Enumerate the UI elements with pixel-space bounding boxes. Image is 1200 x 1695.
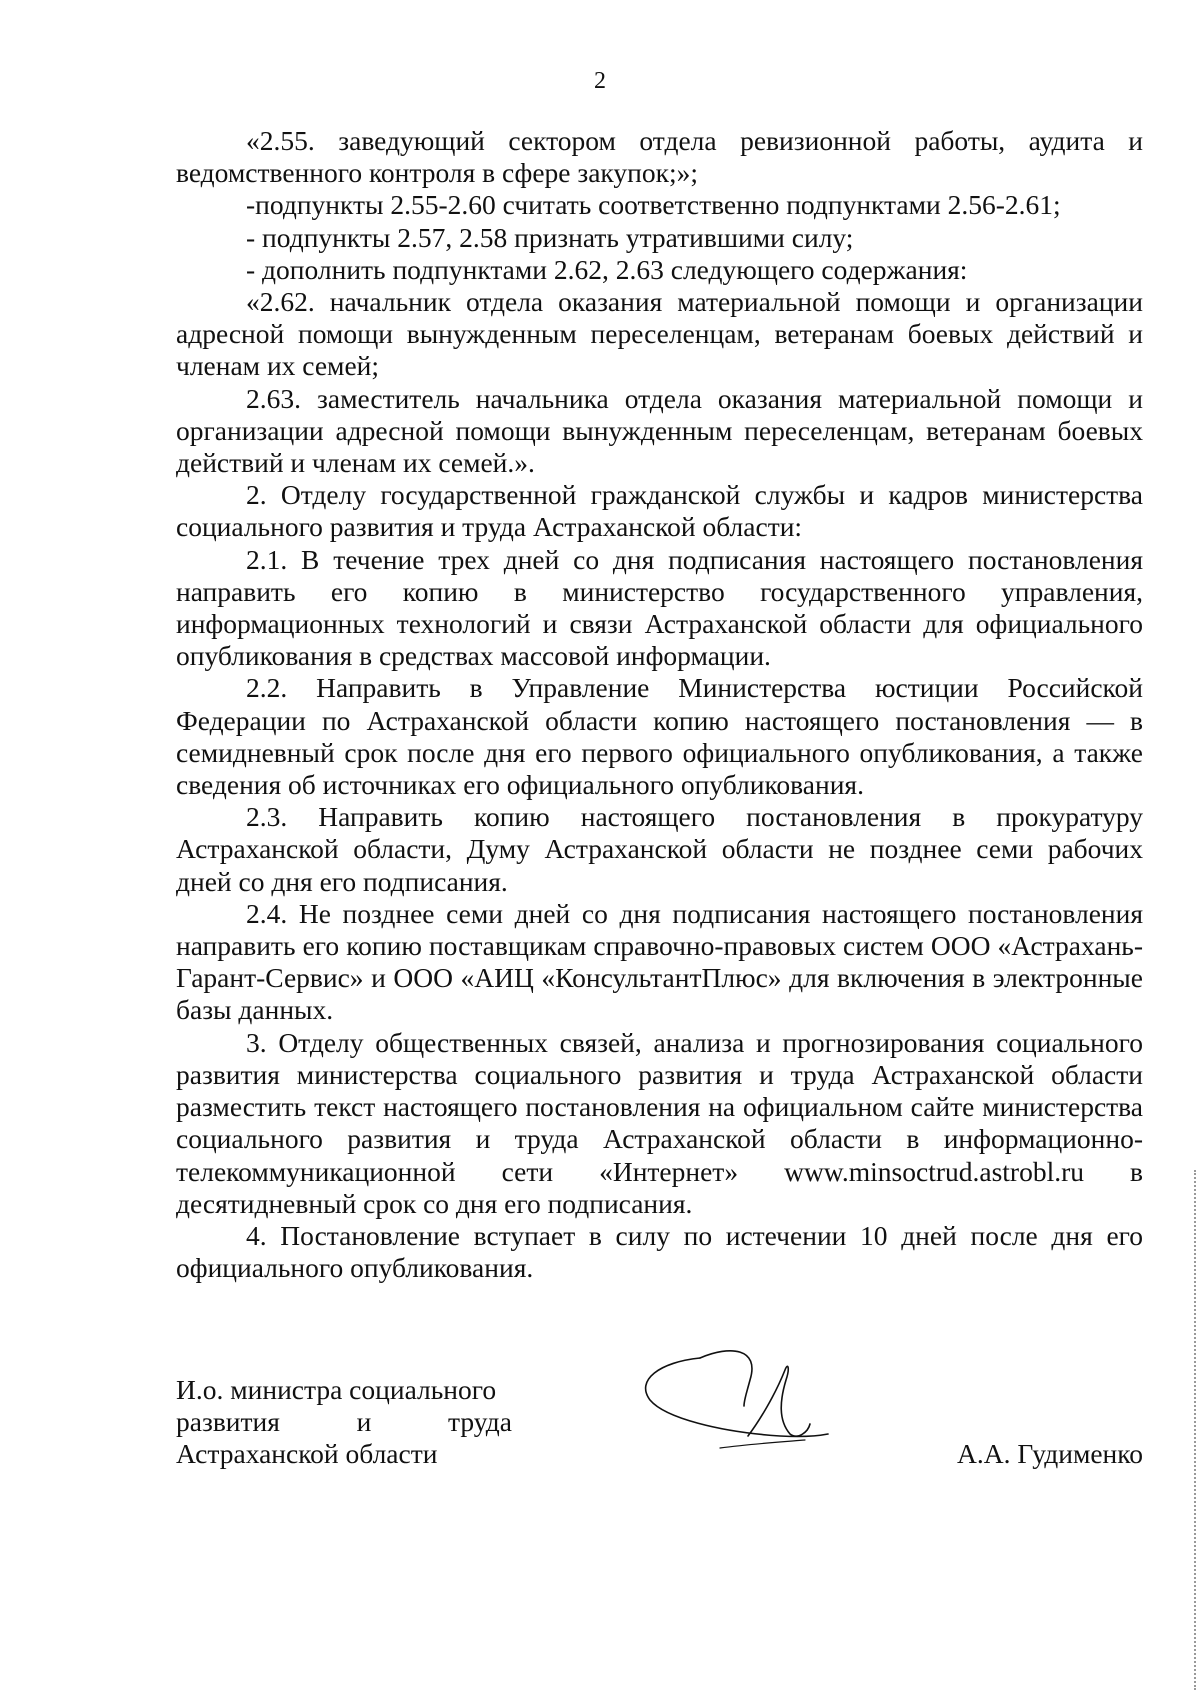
paragraph-item-2-2: 2.2. Направить в Управление Министерства юстиции Российской Федерации по Астраханской области копию настоящего постановления — в семидневный срок после дня его первого официального опубликования, а также сведения об источниках его официального опубликования. xyxy=(176,672,1143,801)
paragraph-supplement: - дополнить подпунктами 2.62, 2.63 следующего содержания: xyxy=(246,253,968,285)
page-number: 2 xyxy=(594,68,606,94)
paragraph-2-62: «2.62. начальник отдела оказания материальной помощи и организации адресной помощи вынужденным переселенцам, ветеранам боевых действий и членам их семей; xyxy=(176,286,1143,382)
paragraph-item-2-3: 2.3. Направить копию настоящего постановления в прокуратуру Астраханской области, Думу Астраханской области не позднее семи рабочих дней со дня его подписания. xyxy=(176,801,1143,897)
signer-position-line-2: развития и труда xyxy=(176,1406,512,1437)
handwritten-signature xyxy=(640,1340,860,1470)
paragraph-item-2: 2. Отделу государственной гражданской службы и кадров министерства социального развития и труда Астраханской области: xyxy=(176,479,1143,543)
paragraph-item-2-4: 2.4. Не позднее семи дней со дня подписания настоящего постановления направить его копию поставщикам справочно-правовых систем ООО «Астрахань-Гарант-Сервис» и ООО «АИЦ «КонсультантПлюс» для включения в электронные базы данных. xyxy=(176,897,1143,1026)
paragraph-renumber: -подпункты 2.55-2.60 считать соответственно подпунктами 2.56-2.61; xyxy=(246,189,1061,221)
signer-name: А.А. Гудименко xyxy=(957,1438,1143,1469)
paragraph-item-2-1: 2.1. В течение трех дней со дня подписания настоящего постановления направить его копию в министерство государственного управления, информационных технологий и связи Астраханской области для официального опубликования в средствах массовой информации. xyxy=(176,543,1143,672)
paragraph-2-55: «2.55. заведующий сектором отдела ревизионной работы, аудита и ведомственного контроля в сфере закупок;»; xyxy=(176,125,1143,189)
signer-position xyxy=(176,1374,512,1470)
paragraph-2-63: 2.63. заместитель начальника отдела оказания материальной помощи и организации адресной помощи вынужденным переселенцам, ветеранам боевых действий и членам их семей.». xyxy=(176,382,1143,479)
document-body xyxy=(176,125,1143,1284)
paragraph-item-4: 4. Постановление вступает в силу по истечении 10 дней после дня его официального опубликования. xyxy=(176,1219,1143,1284)
paragraph-item-3: 3. Отделу общественных связей, анализа и прогнозирования социального развития министерства социального развития и труда Астраханской области разместить текст настоящего постановления на официальном сайте министерства социального развития и труда Астраханской области в информационно-телекоммуникационной сети «Интернет» www.minsoctrud.astrobl.ru в десятидневный срок со дня его подписания. xyxy=(176,1026,1143,1219)
scan-edge-mark xyxy=(1192,1170,1196,1690)
paragraph-invalidate: - подпункты 2.57, 2.58 признать утратившими силу; xyxy=(246,221,854,253)
signer-position-line-1: И.о. министра социального xyxy=(176,1374,497,1405)
signer-position-line-3: Астраханской области xyxy=(176,1438,438,1469)
